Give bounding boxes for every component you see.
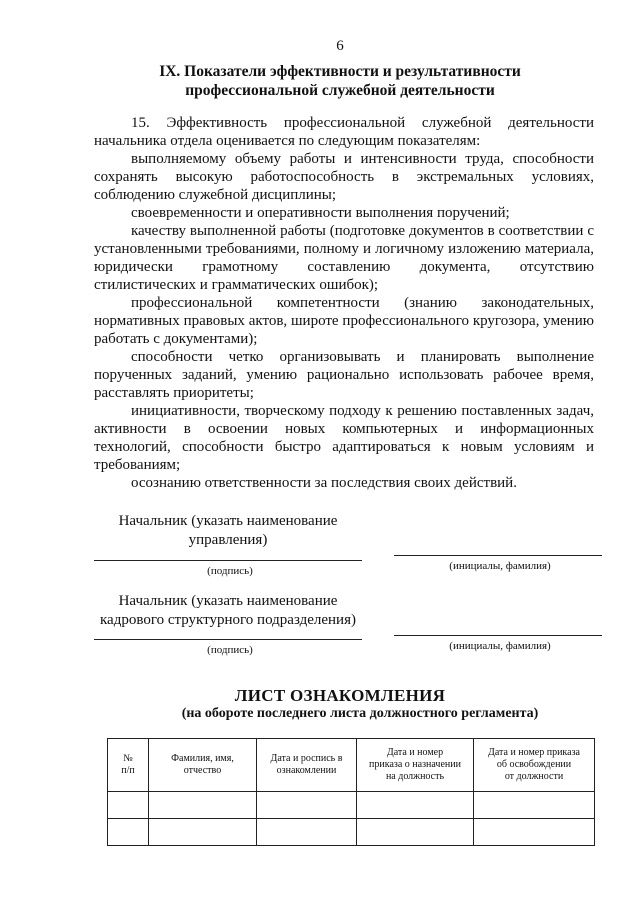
table-cell bbox=[149, 819, 257, 846]
paragraph-indicator: профессиональной компетентности (знанию законодательных, нормативных правовых актов, широте профессионального кругозора, умению работать с документами); bbox=[94, 295, 594, 347]
name-caption: (инициалы, фамилия) bbox=[449, 560, 551, 572]
signature-caption: (подпись) bbox=[207, 565, 253, 577]
header-text: Дата и роспись в bbox=[270, 753, 343, 764]
paragraph-indicator: инициативности, творческому подходу к решению поставленных задач, активности в освоении новых компьютерных и информационных технологий, способности быстро адаптироваться к новым условиям и требованиям; bbox=[94, 403, 594, 473]
table-cell bbox=[149, 792, 257, 819]
column-header-full-name bbox=[149, 739, 257, 792]
header-text: отчество bbox=[183, 765, 222, 776]
signature-title-hr-head bbox=[86, 592, 370, 630]
signature-title-line-1: Начальник (указать наименование bbox=[118, 593, 338, 609]
indicators-text bbox=[94, 114, 594, 492]
header-text: об освобождении bbox=[496, 759, 572, 770]
acknowledgement-table bbox=[107, 738, 595, 846]
signature-line bbox=[94, 639, 362, 640]
column-header-number bbox=[108, 739, 149, 792]
header-text: Дата и номер приказа bbox=[488, 747, 580, 758]
header-text: от должности bbox=[504, 771, 564, 782]
signature-title-line-2: кадрового структурного подразделения) bbox=[100, 612, 356, 628]
signature-line bbox=[94, 560, 362, 561]
acknowledgement-sheet-subtitle: (на обороте последнего листа должностного регламента) bbox=[181, 706, 539, 721]
header-text: приказа о назначении bbox=[369, 759, 461, 770]
section-heading-line-1: IX. Показатели эффективности и результативности bbox=[159, 63, 521, 80]
paragraph-indicator: осознанию ответственности за последствия своих действий. bbox=[131, 475, 517, 491]
name-line bbox=[394, 555, 602, 556]
paragraph-intro: 15. Эффективность профессиональной служебной деятельности начальника отдела оценивается по следующим показателям: bbox=[94, 115, 594, 149]
name-line bbox=[394, 635, 602, 636]
table-row bbox=[108, 819, 595, 846]
signature-title-department-head bbox=[108, 512, 348, 550]
table-cell bbox=[474, 792, 595, 819]
column-header-release-order bbox=[474, 739, 595, 792]
paragraph-indicator: своевременности и оперативности выполнения поручений; bbox=[131, 205, 510, 221]
signature-title-line-1: Начальник (указать наименование bbox=[118, 513, 338, 529]
table-cell bbox=[257, 792, 357, 819]
table-header-row bbox=[108, 739, 595, 792]
header-text: Дата и номер bbox=[386, 747, 444, 758]
paragraph-indicator: качеству выполненной работы (подготовке документов в соответствии с установленными требованиями, полному и логичному изложению материала, юридически грамотному составлению документа, отсутствию стилистических и грамматических ошибок); bbox=[94, 223, 594, 293]
acknowledgement-sheet-title: ЛИСТ ОЗНАКОМЛЕНИЯ bbox=[234, 686, 446, 705]
section-heading bbox=[130, 62, 550, 100]
table-cell bbox=[257, 819, 357, 846]
signature-caption: (подпись) bbox=[207, 644, 253, 656]
table-cell bbox=[357, 792, 474, 819]
signature-title-line-2: управления) bbox=[188, 532, 268, 548]
table-cell bbox=[108, 819, 149, 846]
header-text: на должность bbox=[385, 771, 445, 782]
table-cell bbox=[357, 819, 474, 846]
paragraph-indicator: выполняемому объему работы и интенсивности труда, способности сохранять высокую работоспособность в экстремальных условиях, соблюдению служебной дисциплины; bbox=[94, 151, 594, 203]
column-header-date-signature bbox=[257, 739, 357, 792]
name-caption: (инициалы, фамилия) bbox=[449, 640, 551, 652]
paragraph-indicator: способности четко организовывать и планировать выполнение порученных заданий, умению рационально использовать рабочее время, расставлять приоритеты; bbox=[94, 349, 594, 401]
table-cell bbox=[474, 819, 595, 846]
column-header-appointment-order bbox=[357, 739, 474, 792]
header-text: Фамилия, имя, bbox=[171, 753, 234, 764]
header-text: п/п bbox=[121, 765, 135, 776]
section-heading-line-2: профессиональной служебной деятельности bbox=[185, 82, 495, 99]
header-text: ознакомлении bbox=[276, 765, 337, 776]
header-text: № bbox=[123, 753, 133, 764]
page-number: 6 bbox=[336, 38, 344, 54]
table-row bbox=[108, 792, 595, 819]
table-cell bbox=[108, 792, 149, 819]
